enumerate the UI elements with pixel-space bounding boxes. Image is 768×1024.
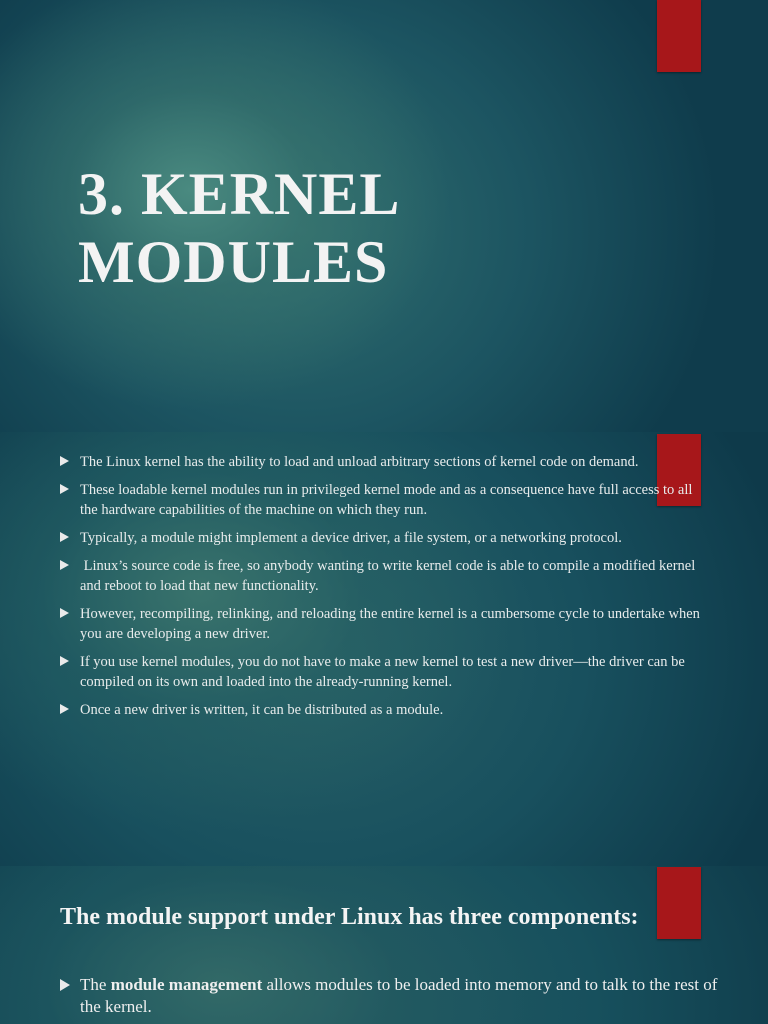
triangle-bullet-icon [60,532,69,542]
bullet-rest: allows modules to be loaded into memory and to talk to the rest of the kernel. [80,975,718,1016]
list-item [58,528,710,548]
triangle-bullet-icon [60,560,69,570]
slide-components [0,866,768,1024]
triangle-bullet-icon [60,979,70,991]
list-item-text: The Linux kernel has the ability to load and unload arbitrary sections of kernel code on demand. [80,454,639,470]
list-item [58,652,710,692]
list-item-text: If you use kernel modules, you do not have to make a new kernel to test a new driver—the driver can be compiled on its own and loaded into the already-running kernel. [80,654,685,690]
triangle-bullet-icon [60,608,69,618]
bullet-list [58,452,710,728]
triangle-bullet-icon [60,704,69,714]
triangle-bullet-icon [60,456,69,466]
list-item-text: These loadable kernel modules run in privileged kernel mode and as a consequence have full access to all the hardware capabilities of the machine on which they run. [80,482,693,518]
list-item [58,556,710,596]
list-item-text: Linux’s source code is free, so anybody wanting to write kernel code is able to compile a modified kernel and reboot to load that new functionality. [80,558,699,594]
slide-title-heading [78,160,638,296]
title-line-1: 3. KERNEL [78,161,401,227]
slide-bullets [0,432,768,866]
list-item-text: Typically, a module might implement a device driver, a file system, or a networking protocol. [80,530,622,546]
title-line-2: MODULES [78,229,389,295]
slide-title [0,0,768,432]
bullet-prefix: The [80,975,111,994]
accent-bar [657,867,701,939]
accent-bar [657,0,701,72]
list-item-text: However, recompiling, relinking, and reloading the entire kernel is a cumbersome cycle to undertake when you are developing a new driver. [80,606,700,642]
list-item [58,700,710,720]
list-item [58,452,710,472]
triangle-bullet-icon [60,484,69,494]
list-item [58,480,710,520]
list-item [58,974,718,1018]
triangle-bullet-icon [60,656,69,666]
section-heading: The module support under Linux has three components: [60,904,639,930]
bullet-bold-term: module management [110,975,263,994]
list-item [58,604,710,644]
list-item-text: Once a new driver is written, it can be distributed as a module. [80,702,444,718]
